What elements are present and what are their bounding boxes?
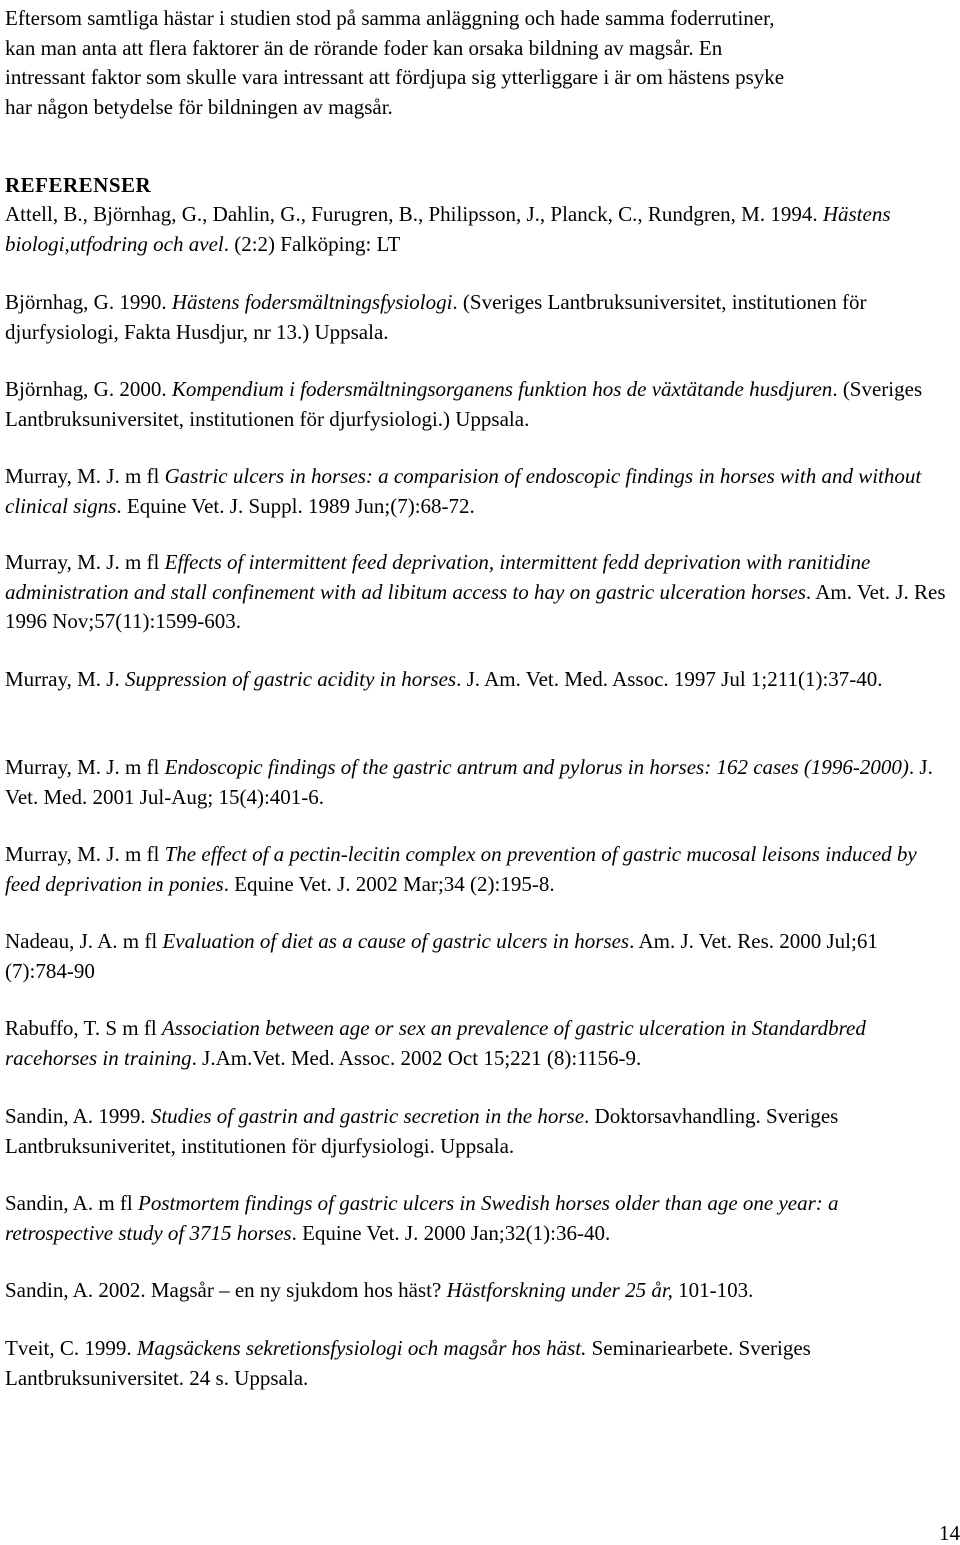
- reference-authors: Björnhag, G. 2000.: [5, 377, 172, 401]
- reference-title: Gastric ulcers in horses: a comparision of endoscopic findings in horses with and without clinical signs: [5, 464, 922, 518]
- reference-title: Suppression of gastric acidity in horses: [124, 667, 457, 691]
- reference-item: [5, 1014, 950, 1073]
- reference-item: [5, 1102, 950, 1161]
- reference-authors: Murray, M. J. m fl: [5, 755, 165, 779]
- reference-authors: Rabuffo, T. S m fl: [5, 1016, 162, 1040]
- reference-authors: Attell, B., Björnhag, G., Dahlin, G., Furugren, B., Philipsson, J., Planck, C., Rundgren, M. 1994.: [5, 202, 823, 226]
- reference-authors: Nadeau, J. A. m fl: [5, 929, 163, 953]
- intro-paragraph: Eftersom samtliga hästar i studien stod på samma anläggning och hade samma foderrutiner, kan man anta att flera faktorer än de rörande foder kan orsaka bildning av magsår. En intressant faktor som skulle vara intressant att fördjupa sig ytterliggare i är om hästens psyke har någon betydelse för bildningen av magsår.: [5, 6, 785, 119]
- reference-title: Hästforskning under 25 år,: [446, 1278, 673, 1302]
- reference-authors: Murray, M. J. m fl: [5, 464, 165, 488]
- reference-title: Endoscopic findings of the gastric antrum and pylorus in horses: 162 cases (1996-2000): [164, 755, 909, 779]
- reference-title: Effects of intermittent feed deprivation, intermittent fedd deprivation with ranitidine administration and stall confinement with ad libitum access to hay on gastric ulceration horses: [5, 550, 871, 604]
- reference-title: Hästens fodersmältningsfysiologi: [171, 290, 453, 314]
- reference-item: [5, 1276, 950, 1306]
- page-number: 14: [939, 1521, 960, 1545]
- reference-authors: Tveit, C. 1999.: [5, 1336, 137, 1360]
- reference-title: Hästens biologi,utfodring och avel: [5, 202, 891, 256]
- reference-item: [5, 375, 950, 434]
- reference-authors: Sandin, A. m fl: [5, 1191, 139, 1215]
- reference-item: [5, 548, 950, 637]
- reference-details: . Doktorsavhandling. Sveriges Lantbruksuniveritet, institutionen för djurfysiologi. Uppsala.: [5, 1104, 839, 1158]
- reference-details: . J.Am.Vet. Med. Assoc. 2002 Oct 15;221 (8):1156-9.: [191, 1045, 642, 1070]
- reference-title: Studies of gastrin and gastric secretion in the horse: [150, 1104, 585, 1128]
- reference-title: Kompendium i fodersmältningsorganens funktion hos de växtätande husdjuren: [171, 377, 833, 401]
- reference-item: [5, 1334, 950, 1393]
- reference-details: . Equine Vet. J. 2002 Mar;34 (2):195-8.: [223, 871, 555, 896]
- references-heading: REFERENSER: [5, 173, 152, 197]
- reference-title: Evaluation of diet as a cause of gastric ulcers in horses: [162, 929, 630, 953]
- reference-details: . J. Vet. Med. 2001 Jul-Aug; 15(4):401-6.: [5, 755, 933, 809]
- reference-details: . (2:2) Falköping: LT: [223, 231, 401, 256]
- reference-details: . (Sveriges Lantbruksuniversitet, institutionen för djurfysiologi, Fakta Husdjur, nr 13.) Uppsala.: [5, 290, 867, 344]
- reference-authors: Murray, M. J. m fl: [5, 842, 165, 866]
- reference-title: The effect of a pectin-lecitin complex on prevention of gastric mucosal leisons induced by feed deprivation in ponies: [5, 842, 917, 896]
- reference-item: [5, 200, 950, 259]
- reference-title: Postmortem findings of gastric ulcers in Swedish horses older than age one year: a retrospective study of 3715 horses: [5, 1191, 839, 1245]
- reference-item: [5, 665, 950, 695]
- reference-authors: Sandin, A. 1999.: [5, 1104, 151, 1128]
- reference-details: . Equine Vet. J. Suppl. 1989 Jun;(7):68-72.: [116, 493, 475, 518]
- reference-details: 101-103.: [672, 1278, 754, 1302]
- reference-item: [5, 1189, 950, 1248]
- reference-authors: Murray, M. J.: [5, 667, 125, 691]
- reference-details: . Am. Vet. J. Res 1996 Nov;57(11):1599-603.: [5, 579, 946, 633]
- reference-details: . Am. J. Vet. Res. 2000 Jul;61 (7):784-90: [5, 929, 878, 983]
- reference-item: [5, 462, 950, 521]
- reference-item: [5, 753, 950, 812]
- reference-item: [5, 840, 950, 899]
- reference-authors: Björnhag, G. 1990.: [5, 290, 172, 314]
- reference-title: Magsäckens sekretionsfysiologi och magsår hos häst.: [136, 1336, 587, 1360]
- reference-authors: Murray, M. J. m fl: [5, 550, 165, 574]
- reference-item: [5, 927, 950, 986]
- reference-authors: Sandin, A. 2002. Magsår – en ny sjukdom hos häst?: [5, 1278, 447, 1302]
- reference-item: [5, 288, 950, 347]
- reference-details: . J. Am. Vet. Med. Assoc. 1997 Jul 1;211(1):37-40.: [456, 667, 883, 691]
- reference-title: Association between age or sex an prevalence of gastric ulceration in Standardbred racehorses in training: [5, 1016, 866, 1070]
- reference-details: . (Sveriges Lantbruksuniversitet, institutionen för djurfysiologi.) Uppsala.: [5, 377, 923, 431]
- reference-details: . Equine Vet. J. 2000 Jan;32(1):36-40.: [291, 1220, 611, 1245]
- reference-details: Seminariearbete. Sveriges Lantbruksuniversitet. 24 s. Uppsala.: [5, 1336, 811, 1390]
